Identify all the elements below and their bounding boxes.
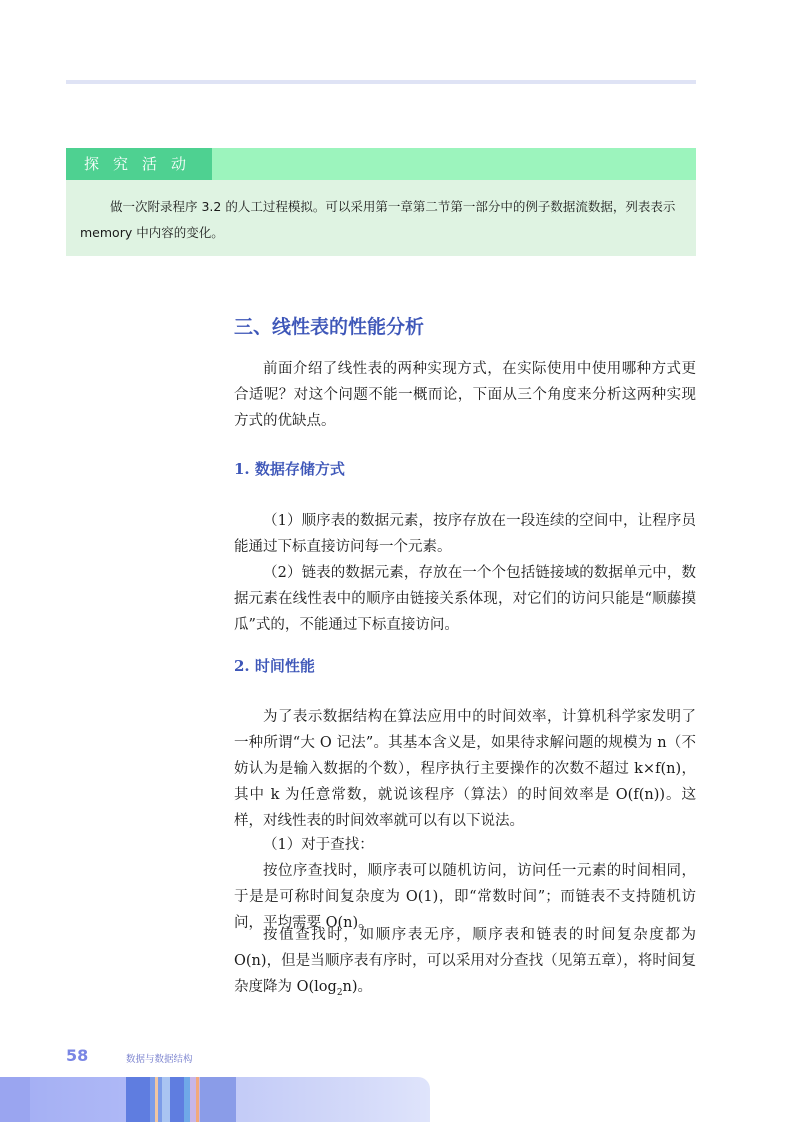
time-paragraph-4-text: 按值查找时，如顺序表无序，顺序表和链表的时间复杂度都为 O(n)，但是当顺序表有序时，可以采用对分查找（见第五章），将时间复杂度降为 O(log [234, 927, 696, 995]
time-paragraph-1: 为了表示数据结构在算法应用中的时间效率，计算机科学家发明了一种所谓“大 O 记法”。其基本含义是，如果待求解问题的规模为 n（不妨认为是输入数据的个数），程序执行主要操作的次数不超过 k×f(n)，其中 k 为任意常数，就说该程序（算法）的时间效率是 O(f(n))。这样，对线性表的时间效率就可以有以下说法。 [234, 709, 696, 829]
inquiry-activity-box [66, 148, 696, 256]
footer-stripe [196, 1077, 199, 1122]
time-heading: 2. 时间性能 [234, 657, 315, 675]
storage-paragraph-1: （1）顺序表的数据元素，按序存放在一段连续的空间中，让程序员能通过下标直接访问每一个元素。 [234, 513, 696, 555]
storage-paragraph-2: （2）链表的数据元素，存放在一个个包括链接域的数据单元中，数据元素在线性表中的顺序由链接关系体现，对它们的访问只能是“顺藤摸瓜”式的，不能通过下标直接访问。 [234, 565, 696, 633]
intro-paragraph: 前面介绍了线性表的两种实现方式，在实际使用中使用哪种方式更合适呢？对这个问题不能一概而论，下面从三个角度来分析这两种实现方式的优缺点。 [234, 361, 696, 429]
inquiry-activity-text: 做一次附录程序 3.2 的人工过程模拟。可以采用第一章第二节第一部分中的例子数据流数据，列表表示 memory 中内容的变化。 [80, 199, 676, 240]
time-paragraph-3: 按位序查找时，顺序表可以随机访问，访问任一元素的时间相同，于是是可称时间复杂度为 O(1)，即“常数时间”；而链表不支持随机访问，平均需要 O(n)。 [234, 863, 696, 931]
footer-color-band [0, 1077, 430, 1122]
inquiry-activity-label: 探究活动 [66, 148, 212, 180]
time-paragraph-2: （1）对于查找： [263, 837, 374, 853]
footer-stripe [155, 1077, 158, 1122]
time-paragraph-4-end: n)。 [342, 979, 373, 995]
book-title: 数据与数据结构 [126, 1054, 193, 1065]
time-paragraph-4 [234, 922, 696, 1006]
storage-heading: 1. 数据存储方式 [234, 460, 345, 478]
log-base-subscript: 2 [336, 987, 343, 998]
inquiry-activity-header [66, 148, 696, 180]
page-number: 58 [66, 1046, 89, 1065]
section-title: 三、线性表的性能分析 [234, 316, 425, 338]
header-rule [66, 80, 696, 84]
